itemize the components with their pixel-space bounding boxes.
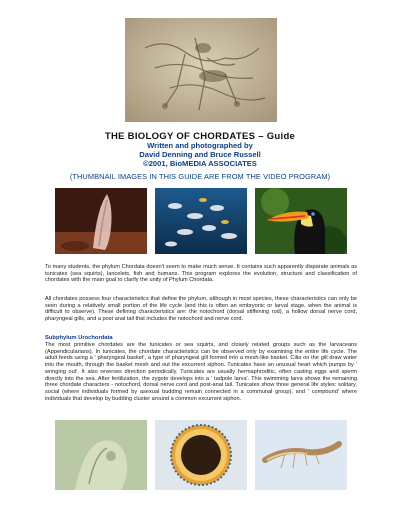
- intro-paragraph: To many students, the phylum Chordata doesn't seem to make much sense. It contains such apparently disparate animals as tunicates (sea squirts), lancelets, fish and humans. This program explores the evolution, structure and classification of chordates with the main goal to clarify the unity of Phylum Chordata.: [45, 264, 357, 284]
- cell-cluster-image: [155, 420, 247, 490]
- thumbnail-row-2: [55, 420, 347, 490]
- urochordata-paragraph: The most primitive chordates are the tunicates or sea squirts, and closely related groups such as the larvaceans (Appendicularians). In tunicates, the chordate characteristics can be observed only by examining the entire life cycle. The adult feeds using a ' pharyngeal basket', a type of pharyngeal gill formed into a mesh-like basket. Cilia on the gill draw water into the mouth, through the basket mesh and out the excurrent siphon. Tunicates have an unusual heart which pumps by ' wringing out'. It also reverses direction periodically. Tunicates are usually hermaphroditic, often casting eggs and sperm directly into the sea. After fertilization, the zygote develops into a ' tadpole larva'. This swimming larva shows the remaining three chordate characters - notochord, dorsal nerve cord and post-anal tail. Tunicates show three general life styles: solitary, social (where individuals formed by asexual budding remain connected in a communal group), and ' compound' where individuals that develop by budding cluster around a common excurrent siphon.: [45, 342, 357, 402]
- toucan-image: [255, 188, 347, 254]
- page-title: THE BIOLOGY OF CHORDATES – Guide: [104, 131, 296, 142]
- characteristics-paragraph: All chordates possess four characteristics that define the phylum, although in most species, these characteristics can only be seen during a relatively small portion of the life cycle (and this is often an embryonic or larval stage, when the animal is difficult to observe). These defining characteristics are: the notochord (dorsal stiffening rod), a hollow dorsal nerve cord, pharyngeal gills, and a post anal tail that includes the notochord and nerve cord.: [45, 296, 357, 323]
- fish-school-image: [155, 188, 247, 254]
- credit-line-1: Written and photographed by: [147, 141, 253, 150]
- credit-line-2: David Denning and Bruce Russell: [139, 149, 261, 159]
- section-heading-urochordata: Subphylum Urochordata: [45, 335, 113, 341]
- copyright-line: ©2001, BioMEDIA ASSOCIATES: [143, 158, 257, 168]
- title-block: [0, 131, 400, 168]
- larvacean-image: [255, 420, 347, 490]
- larva-image: [55, 420, 147, 490]
- thumbnail-note: (THUMBNAIL IMAGES IN THIS GUIDE ARE FROM THE VIDEO PROGRAM): [69, 172, 331, 181]
- fossil-bird-image: [125, 18, 277, 122]
- thumbnail-row-1: [55, 188, 347, 254]
- sea-squirt-image: [55, 188, 147, 254]
